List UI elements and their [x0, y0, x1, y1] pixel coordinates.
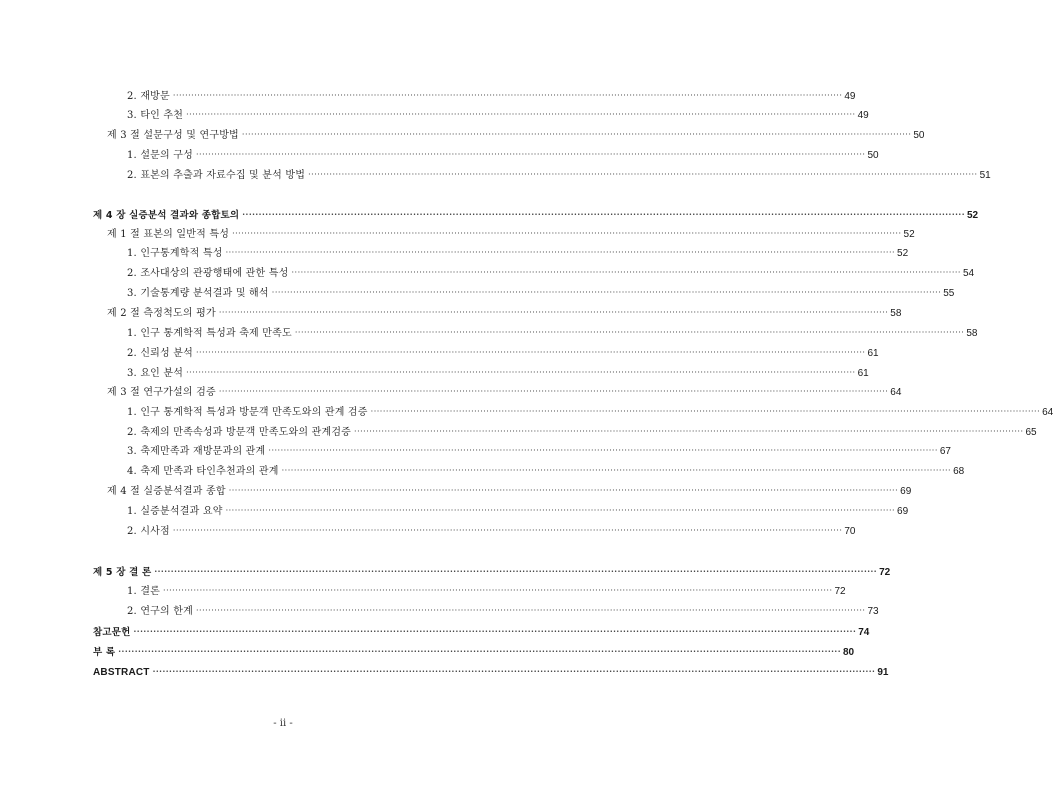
toc-entry	[107, 228, 915, 242]
toc-entry-page: 58	[890, 308, 902, 319]
toc-entry-title: 1. 설문의 구성	[127, 150, 193, 161]
toc-entry-page: 70	[844, 526, 856, 537]
dot-leader: ····························································································································································································································	[172, 526, 843, 535]
dot-leader: ····························································································································································································································	[186, 368, 856, 377]
toc-entry-title: 제 2 절 측정척도의 평가	[107, 308, 216, 319]
toc-entry-page: 69	[897, 506, 909, 517]
dot-leader: ····························································································································································································································	[225, 248, 896, 257]
toc-entry-title: 2. 시사점	[127, 526, 170, 537]
toc-entry-page: 52	[966, 210, 979, 221]
toc-entry-title: 2. 표본의 추출과 자료수집 및 분석 방법	[127, 170, 306, 181]
toc-entry-title: 참고문헌	[93, 627, 131, 638]
toc-entry-page: 52	[897, 248, 909, 259]
toc-entry-page: 49	[844, 91, 856, 102]
toc-entry-page: 51	[979, 170, 991, 181]
dot-leader: ····························································································································································································································	[354, 427, 1024, 436]
page-number: - ii -	[273, 718, 293, 729]
toc-entry-page: 61	[867, 348, 879, 359]
toc-entry-title: ABSTRACT	[93, 667, 150, 678]
dot-leader: ····························································································································································································································	[196, 606, 866, 615]
dot-leader: ····························································································································································································································	[271, 288, 942, 297]
toc-entry-page: 73	[867, 606, 879, 617]
toc-entry-title: 1. 인구 통계학적 특성과 축제 만족도	[127, 328, 292, 339]
toc-entry-page: 64	[1042, 407, 1053, 418]
toc-entry	[127, 367, 869, 381]
toc-entry-page: 58	[966, 328, 978, 339]
dot-leader: ····························································································································································································································	[186, 110, 856, 119]
dot-leader: ····························································································································································································································	[242, 209, 965, 219]
dot-leader: ····························································································································································································································	[370, 407, 1041, 416]
toc-entry-page: 80	[843, 647, 855, 658]
toc-entry	[127, 149, 879, 163]
toc-entry-title: 1. 인구통계학적 특성	[127, 248, 223, 259]
toc-entry	[127, 426, 1037, 440]
toc-entry-page: 54	[962, 268, 975, 279]
toc-entry-page: 72	[834, 586, 846, 597]
dot-leader: ····························································································································································································································	[232, 229, 902, 238]
toc-entry-title: 4. 축제 만족과 타인추천과의 관계	[127, 466, 279, 477]
dot-leader: ····························································································································································································································	[172, 91, 843, 100]
toc-entry-title: 3. 축제만족과 재방문과의 관계	[127, 446, 266, 457]
toc-entry-page: 68	[953, 466, 965, 477]
toc-entry	[93, 208, 979, 222]
toc-entry-page: 64	[890, 387, 902, 398]
dot-leader: ····························································································································································································································	[152, 666, 876, 676]
toc-entry-title: 2. 재방문	[127, 91, 170, 102]
toc-entry	[107, 386, 902, 400]
toc-entry-page: 74	[858, 627, 870, 638]
toc-entry-title: 1. 결론	[127, 586, 161, 597]
toc-entry-title: 제 3 절 연구가설의 검증	[107, 387, 216, 398]
toc-entry-page: 55	[943, 288, 955, 299]
toc-entry-page: 50	[913, 130, 925, 141]
dot-leader: ····························································································································································································································	[218, 387, 889, 396]
toc-entry	[127, 505, 909, 519]
toc-entry	[127, 406, 1053, 420]
toc-entry-title: 제 4 장 실증분석 결과와 종합토의	[93, 210, 240, 221]
toc-entry-title: 3. 타인 추천	[127, 110, 184, 121]
dot-leader: ····························································································································································································································	[118, 646, 841, 656]
toc-entry	[107, 129, 925, 143]
dot-leader: ····························································································································································································································	[163, 586, 833, 595]
toc-entry-page: 49	[857, 110, 869, 121]
toc-entry	[127, 347, 879, 361]
toc-entry	[127, 445, 951, 459]
toc-entry	[107, 307, 902, 321]
dot-leader: ····························································································································································································································	[133, 626, 857, 636]
toc-entry-title: 2. 연구의 한계	[127, 606, 193, 617]
toc-entry-page: 65	[1025, 427, 1037, 438]
toc-entry-title: 3. 기술통계량 분석결과 및 해석	[127, 288, 269, 299]
toc-entry-page: 52	[903, 229, 915, 240]
toc-entry	[127, 247, 909, 261]
toc-entry-page: 72	[879, 567, 891, 578]
dot-leader: ····························································································································································································································	[281, 466, 952, 475]
dot-leader: ····························································································································································································································	[225, 506, 896, 515]
dot-leader: ····························································································································································································································	[196, 348, 866, 357]
toc-entry-title: 2. 축제의 만족속성과 방문객 만족도와의 관계검증	[127, 427, 352, 438]
toc-entry-page: 91	[877, 667, 889, 678]
toc-entry	[127, 109, 869, 123]
toc-entry-page: 69	[900, 486, 912, 497]
toc-entry-page: 50	[867, 150, 879, 161]
toc-entry	[127, 327, 978, 341]
toc-entry	[93, 565, 891, 579]
toc-entry	[127, 287, 955, 301]
toc-entry-page: 61	[857, 368, 869, 379]
dot-leader: ····························································································································································································································	[241, 130, 912, 139]
dot-leader: ····························································································································································································································	[196, 150, 866, 159]
toc-entry	[107, 485, 912, 499]
dot-leader: ····························································································································································································································	[228, 486, 899, 495]
dot-leader: ····························································································································································································································	[268, 446, 938, 455]
toc-entry	[127, 465, 965, 479]
toc-entry	[127, 585, 846, 599]
toc-entry-title: 1. 인구 통계학적 특성과 방문객 만족도와의 관계 검증	[127, 407, 368, 418]
toc-entry	[127, 267, 975, 281]
toc-entry	[93, 645, 855, 659]
toc-entry-title: 제 4 절 실증분석결과 종합	[107, 486, 226, 497]
toc-entry-page: 67	[939, 446, 951, 457]
toc-entry	[127, 605, 879, 619]
dot-leader: ····························································································································································································································	[294, 328, 965, 337]
toc-entry	[127, 525, 856, 539]
toc-entry	[127, 90, 856, 104]
toc-entry-title: 1. 실증분석결과 요약	[127, 506, 223, 517]
toc-entry-title: 제 5 장 결 론	[93, 567, 152, 578]
toc-entry-title: 제 3 절 설문구성 및 연구방법	[107, 130, 239, 141]
dot-leader: ····························································································································································································································	[218, 308, 889, 317]
toc-entry-title: 제 1 절 표본의 일반적 특성	[107, 229, 230, 240]
toc-entry	[93, 665, 889, 679]
dot-leader: ····························································································································································································································	[154, 566, 878, 576]
toc-entry-title: 3. 요인 분석	[127, 368, 184, 379]
toc-entry	[93, 625, 870, 639]
toc-entry-title: 부 록	[93, 647, 116, 658]
dot-leader: ····························································································································································································································	[291, 268, 961, 277]
toc-entry-title: 2. 신뢰성 분석	[127, 348, 193, 359]
dot-leader: ····························································································································································································································	[308, 170, 978, 179]
toc-entry	[127, 169, 991, 183]
toc-entry-title: 2. 조사대상의 관광행태에 관한 특성	[127, 268, 289, 279]
